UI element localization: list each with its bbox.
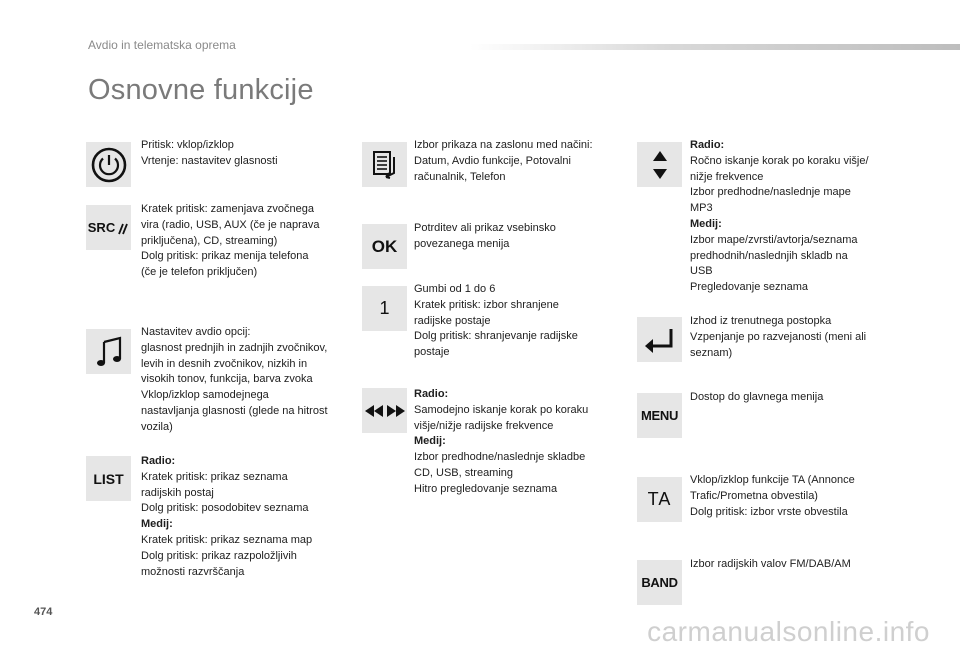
ta-description: Vklop/izklop funkcije TA (Annonce Trafic/Prometna obvestila) Dolg pritisk: izbor vrste obvestila: [690, 474, 855, 518]
power-description: Pritisk: vklop/izklop Vrtenje: nastavitev glasnosti: [141, 139, 278, 167]
ok-icon: OK: [362, 224, 407, 269]
list-icon: LIST: [86, 456, 131, 501]
menu-icon: MENU: [637, 393, 682, 438]
music-note-icon: [86, 329, 131, 374]
band-icon: BAND: [637, 560, 682, 605]
power-icon: [86, 142, 131, 187]
section-header: Avdio in telematska oprema: [88, 38, 236, 52]
src-phone-icon: SRC: [86, 205, 131, 250]
up-down-arrows-icon: [637, 142, 682, 187]
page-title: Osnovne funkcije: [88, 74, 314, 106]
preset-description: Gumbi od 1 do 6 Kratek pritisk: izbor shranjene radijske postaje Dolg pritisk: shranjevanje radijske postaje: [414, 283, 578, 359]
list-description: Radio: Kratek pritisk: prikaz seznama radijskih postaj Dolg pritisk: posodobitev seznama Medij: Kratek pritisk: prikaz seznama map Dolg pritisk: prikaz razpoložljivih možnosti razvrščanja: [141, 455, 313, 578]
audio-options-description: Nastavitev avdio opcij: glasnost prednjih in zadnjih zvočnikov, levih in desnih zvočnikov, nizkih in visokih tonov, funkcija, barva zvoka Vklop/izklop samodejnega nastavljanja glasnosti (glede na hitrost vozila): [141, 326, 328, 433]
display-mode-description: Izbor prikaza na zaslonu med načini: Datum, Avdio funkcije, Potovalni računalnik, Telefon: [414, 139, 593, 183]
seek-icon: [362, 388, 407, 433]
header-decorative-bar: [470, 44, 960, 50]
band-description: Izbor radijskih valov FM/DAB/AM: [690, 558, 851, 570]
seek-description: Radio: Samodejno iskanje korak po koraku višje/nižje radijske frekvence Medij: Izbor predhodne/naslednje skladbe CD, USB, streaming Hitro pregledovanje seznama: [414, 388, 589, 495]
preset-1-icon: 1: [362, 286, 407, 331]
display-mode-icon: [362, 142, 407, 187]
up-down-description: Radio: Ročno iskanje korak po koraku višje/ nižje frekvence Izbor predhodne/naslednje mape MP3 Medij: Izbor mape/zvrsti/avtorja/seznama predhodnih/naslednjih skladb na USB Pregledovanje seznama: [690, 139, 869, 294]
src-description: Kratek pritisk: zamenjava zvočnega vira (radio, USB, AUX (če je naprava priključena), CD, streaming) Dolg pritisk: prikaz menija telefona (če je telefon priključen): [141, 203, 320, 279]
menu-description: Dostop do glavnega menija: [690, 391, 824, 403]
back-description: Izhod iz trenutnega postopka Vzpenjanje po razvejanosti (meni ali seznam): [690, 315, 867, 359]
page-number: 474: [34, 606, 53, 618]
watermark: carmanualsonline.info: [647, 616, 930, 647]
ok-description: Potrditev ali prikaz vsebinsko povezanega menija: [414, 222, 556, 250]
back-icon: [637, 317, 682, 362]
ta-icon: TA: [637, 477, 682, 522]
